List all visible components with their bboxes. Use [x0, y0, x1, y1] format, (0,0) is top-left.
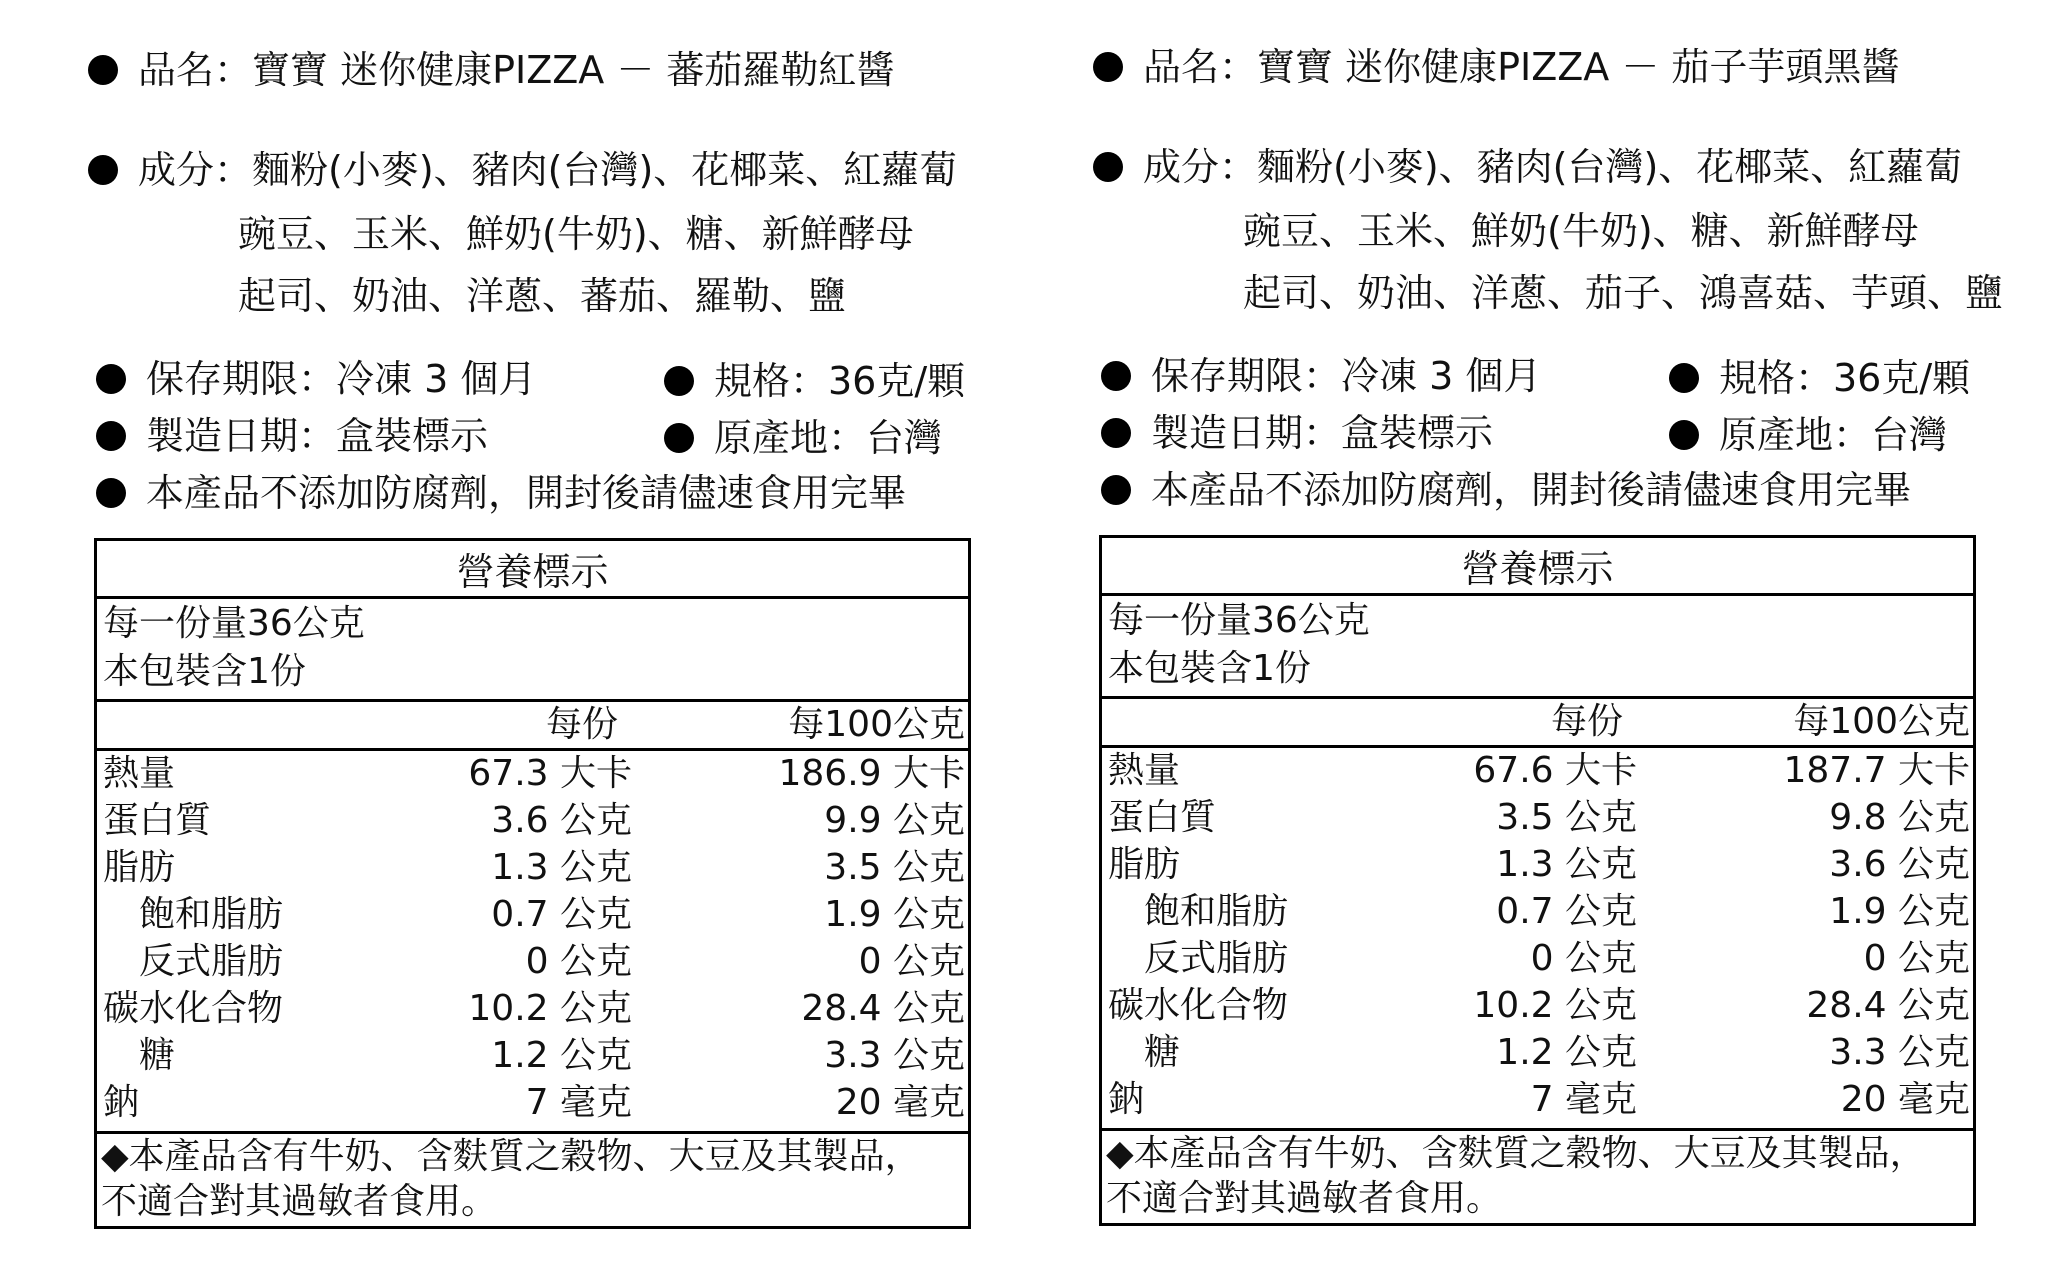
spec: 規格：36克/顆 — [714, 359, 966, 403]
nutrient-per-100g: 20 毫克 — [835, 1082, 965, 1123]
nutrient-per-100g: 20 毫克 — [1840, 1079, 1970, 1120]
product-name-line — [1093, 45, 1900, 89]
servings-per-package: 本包裝含1份 — [103, 651, 306, 692]
divider — [97, 748, 968, 751]
nutrient-name: 飽和脂肪 — [1144, 891, 1289, 932]
bullet-icon — [1101, 418, 1131, 448]
divider — [1102, 696, 1973, 699]
origin: 原產地：台灣 — [1719, 413, 1948, 457]
divider — [97, 1131, 968, 1134]
nutrient-per-serving: 0 公克 — [1530, 938, 1637, 979]
product-label-eggplant-taro — [1005, 0, 2004, 1260]
shelf-life-line — [96, 357, 537, 401]
nutrient-per-serving: 7 毫克 — [1530, 1079, 1637, 1120]
nutrient-per-serving: 1.2 公克 — [491, 1035, 632, 1076]
nutrient-per-serving: 67.6 大卡 — [1473, 750, 1637, 791]
nutrient-per-100g: 3.5 公克 — [824, 847, 965, 888]
nutrient-per-serving: 0.7 公克 — [491, 894, 632, 935]
nutrient-name: 鈉 — [103, 1082, 140, 1123]
product-name: 品名：寶寶 迷你健康PIZZA － 茄子芋頭黑醬 — [1143, 45, 1900, 89]
nutrient-per-100g: 3.3 公克 — [1829, 1032, 1970, 1073]
ingredients-line-1 — [1093, 145, 1963, 189]
nutrient-per-serving: 0 公克 — [525, 941, 632, 982]
spec-line — [1669, 356, 1971, 400]
allergen-warning-line-2: 不適合對其過敏者食用。 — [101, 1181, 498, 1222]
bullet-icon — [88, 155, 118, 185]
column-header-per-serving: 每份 — [1550, 701, 1623, 742]
bullet-icon — [1101, 361, 1131, 391]
nutrient-name: 蛋白質 — [103, 800, 212, 841]
origin: 原產地：台灣 — [714, 416, 943, 460]
allergen-warning-line-1: ◆本產品含有牛奶、含麩質之穀物、大豆及其製品， — [1106, 1133, 1926, 1174]
ingredients-text: 成分：麵粉(小麥)、豬肉(台灣)、花椰菜、紅蘿蔔 — [138, 148, 958, 192]
nutrition-title: 營養標示 — [1461, 547, 1614, 591]
serving-size: 每一份量36公克 — [103, 603, 365, 644]
shelf-life: 保存期限：冷凍 3 個月 — [1151, 354, 1542, 398]
nutrient-per-serving: 1.3 公克 — [1496, 844, 1637, 885]
column-header-per-serving: 每份 — [545, 704, 618, 745]
bullet-icon — [664, 423, 694, 453]
bullet-icon — [96, 478, 126, 508]
nutrient-per-serving: 0.7 公克 — [1496, 891, 1637, 932]
nutrient-per-serving: 3.6 公克 — [491, 800, 632, 841]
nutrition-table — [94, 538, 971, 1229]
divider — [1102, 745, 1973, 748]
manufacture-date: 製造日期：盒裝標示 — [1151, 411, 1494, 455]
nutrient-per-serving: 10.2 公克 — [1473, 985, 1637, 1026]
nutrient-name: 反式脂肪 — [1144, 938, 1289, 979]
spec: 規格：36克/顆 — [1719, 356, 1971, 400]
nutrient-name: 熱量 — [103, 753, 176, 794]
nutrition-title: 營養標示 — [456, 550, 609, 594]
nutrient-per-serving: 7 毫克 — [525, 1082, 632, 1123]
allergen-warning-line-1: ◆本產品含有牛奶、含麩質之穀物、大豆及其製品， — [101, 1136, 921, 1177]
shelf-life-line — [1101, 354, 1542, 398]
nutrient-name: 脂肪 — [103, 847, 176, 888]
divider — [1102, 1128, 1973, 1131]
nutrient-name: 糖 — [139, 1035, 176, 1076]
divider — [97, 596, 968, 599]
servings-per-package: 本包裝含1份 — [1108, 648, 1311, 689]
divider — [97, 699, 968, 702]
serving-size: 每一份量36公克 — [1108, 600, 1370, 641]
nutrient-per-serving: 67.3 大卡 — [468, 753, 632, 794]
nutrient-per-100g: 28.4 公克 — [801, 988, 965, 1029]
nutrient-per-100g: 1.9 公克 — [824, 894, 965, 935]
bullet-icon — [1101, 475, 1131, 505]
nutrient-per-serving: 3.5 公克 — [1496, 797, 1637, 838]
nutrient-name: 碳水化合物 — [103, 988, 284, 1029]
nutrient-per-100g: 9.8 公克 — [1829, 797, 1970, 838]
bullet-icon — [96, 421, 126, 451]
bullet-icon — [1093, 152, 1123, 182]
nutrient-name: 飽和脂肪 — [139, 894, 284, 935]
ingredients-line-2: 豌豆、玉米、鮮奶(牛奶)、糖、新鮮酵母 — [1243, 209, 1919, 253]
manufacture-date: 製造日期：盒裝標示 — [146, 414, 489, 458]
nutrient-per-100g: 28.4 公克 — [1806, 985, 1970, 1026]
column-header-per-100g: 每100公克 — [1793, 701, 1970, 742]
spec-line — [664, 359, 966, 403]
bullet-icon — [88, 55, 118, 85]
nutrient-name: 碳水化合物 — [1108, 985, 1289, 1026]
nutrition-table — [1099, 535, 1976, 1226]
nutrient-per-serving: 1.3 公克 — [491, 847, 632, 888]
shelf-life: 保存期限：冷凍 3 個月 — [146, 357, 537, 401]
ingredients-line-3: 起司、奶油、洋蔥、蕃茄、羅勒、鹽 — [238, 274, 847, 318]
nutrient-per-serving: 1.2 公克 — [1496, 1032, 1637, 1073]
nutrient-per-100g: 3.6 公克 — [1829, 844, 1970, 885]
bullet-icon — [664, 366, 694, 396]
ingredients-line-3: 起司、奶油、洋蔥、茄子、鴻喜菇、芋頭、鹽 — [1243, 271, 2004, 315]
preservative-note: 本產品不添加防腐劑，開封後請儘速食用完畢 — [1151, 468, 1912, 512]
nutrient-name: 熱量 — [1108, 750, 1181, 791]
product-name: 品名：寶寶 迷你健康PIZZA － 蕃茄羅勒紅醬 — [138, 48, 895, 92]
origin-line — [664, 416, 943, 460]
bullet-icon — [96, 364, 126, 394]
bullet-icon — [1669, 420, 1699, 450]
column-header-per-100g: 每100公克 — [788, 704, 965, 745]
product-name-line — [88, 48, 895, 92]
bullet-icon — [1093, 52, 1123, 82]
nutrient-per-100g: 0 公克 — [858, 941, 965, 982]
nutrient-per-100g: 1.9 公克 — [1829, 891, 1970, 932]
ingredients-line-1 — [88, 148, 958, 192]
nutrient-per-100g: 3.3 公克 — [824, 1035, 965, 1076]
nutrient-name: 蛋白質 — [1108, 797, 1217, 838]
note-line — [96, 471, 907, 515]
note-line — [1101, 468, 1912, 512]
ingredients-text: 成分：麵粉(小麥)、豬肉(台灣)、花椰菜、紅蘿蔔 — [1143, 145, 1963, 189]
nutrient-per-serving: 10.2 公克 — [468, 988, 632, 1029]
nutrient-name: 反式脂肪 — [139, 941, 284, 982]
ingredients-line-2: 豌豆、玉米、鮮奶(牛奶)、糖、新鮮酵母 — [238, 212, 914, 256]
bullet-icon — [1669, 363, 1699, 393]
nutrient-per-100g: 187.7 大卡 — [1783, 750, 1970, 791]
manufacture-date-line — [1101, 411, 1494, 455]
nutrient-per-100g: 0 公克 — [1863, 938, 1970, 979]
manufacture-date-line — [96, 414, 489, 458]
origin-line — [1669, 413, 1948, 457]
nutrient-name: 糖 — [1144, 1032, 1181, 1073]
nutrient-name: 脂肪 — [1108, 844, 1181, 885]
divider — [1102, 593, 1973, 596]
nutrient-name: 鈉 — [1108, 1079, 1145, 1120]
nutrient-per-100g: 9.9 公克 — [824, 800, 965, 841]
allergen-warning-line-2: 不適合對其過敏者食用。 — [1106, 1178, 1503, 1219]
nutrient-per-100g: 186.9 大卡 — [778, 753, 965, 794]
product-label-tomato-basil — [0, 0, 990, 1263]
preservative-note: 本產品不添加防腐劑，開封後請儘速食用完畢 — [146, 471, 907, 515]
